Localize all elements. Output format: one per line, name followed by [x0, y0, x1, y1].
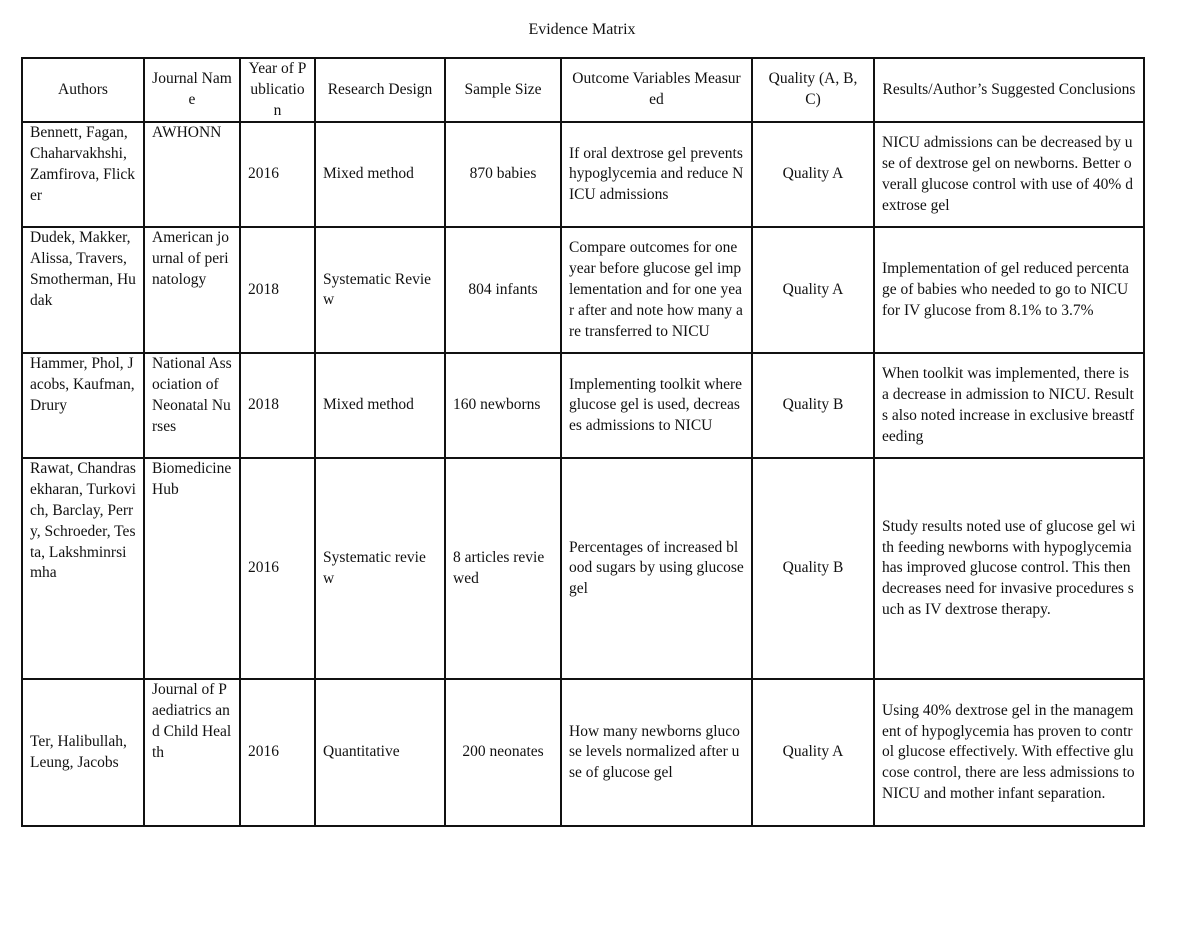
- cell-results: Study results noted use of glucose gel with feeding newborns with hypoglycemia has improved glucose control. This then decreases need for invasive procedures such as IV dextrose therapy.: [874, 458, 1144, 679]
- cell-sample-size: 870 babies: [445, 122, 561, 227]
- cell-results: NICU admissions can be decreased by use of dextrose gel on newborns. Better overall glucose control with use of 40% dextrose gel: [874, 122, 1144, 227]
- header-outcome-variables: Outcome Variables Measured: [561, 58, 752, 122]
- cell-year: 2018: [240, 353, 315, 458]
- cell-year: 2016: [240, 458, 315, 679]
- cell-year: 2016: [240, 122, 315, 227]
- table-row: [22, 679, 1144, 826]
- cell-design: Systematic Review: [315, 227, 445, 353]
- table-row: [22, 458, 1144, 679]
- cell-journal: National Association of Neonatal Nurses: [144, 353, 240, 458]
- cell-journal: American journal of perinatology: [144, 227, 240, 353]
- header-journal-name: Journal Name: [144, 58, 240, 122]
- cell-design: Mixed method: [315, 122, 445, 227]
- header-sample-size: Sample Size: [445, 58, 561, 122]
- header-row: [22, 58, 1144, 122]
- cell-year: 2016: [240, 679, 315, 826]
- cell-sample-size: 200 neonates: [445, 679, 561, 826]
- cell-outcome: How many newborns glucose levels normalized after use of glucose gel: [561, 679, 752, 826]
- cell-authors: Hammer, Phol, Jacobs, Kaufman, Drury: [22, 353, 144, 458]
- cell-design: Mixed method: [315, 353, 445, 458]
- evidence-matrix-table: [21, 57, 1145, 827]
- header-year-of-publication: Year of Publication: [240, 58, 315, 122]
- cell-quality: Quality A: [752, 679, 874, 826]
- cell-design: Quantitative: [315, 679, 445, 826]
- cell-results: Implementation of gel reduced percentage of babies who needed to go to NICU for IV glucose from 8.1% to 3.7%: [874, 227, 1144, 353]
- cell-outcome: Implementing toolkit where glucose gel is used, decreases admissions to NICU: [561, 353, 752, 458]
- table-row: [22, 122, 1144, 227]
- cell-quality: Quality B: [752, 353, 874, 458]
- cell-authors: Dudek, Makker, Alissa, Travers, Smotherman, Hudak: [22, 227, 144, 353]
- cell-authors: Rawat, Chandrasekharan, Turkovich, Barclay, Perry, Schroeder, Testa, Lakshminrsimha: [22, 458, 144, 679]
- header-research-design: Research Design: [315, 58, 445, 122]
- cell-journal: Biomedicine Hub: [144, 458, 240, 679]
- cell-journal: AWHONN: [144, 122, 240, 227]
- header-authors: Authors: [22, 58, 144, 122]
- cell-outcome: Compare outcomes for one year before glucose gel implementation and for one year after and note how many are transferred to NICU: [561, 227, 752, 353]
- cell-outcome: If oral dextrose gel prevents hypoglycemia and reduce NICU admissions: [561, 122, 752, 227]
- cell-journal: Journal of Paediatrics and Child Health: [144, 679, 240, 826]
- cell-authors: Bennett, Fagan, Chaharvakhshi, Zamfirova, Flicker: [22, 122, 144, 227]
- cell-results: Using 40% dextrose gel in the management of hypoglycemia has proven to control glucose effectively. With effective glucose control, there are less admissions to NICU and mother infant separation.: [874, 679, 1144, 826]
- header-quality: Quality (A, B, C): [752, 58, 874, 122]
- cell-sample-size: 160 newborns: [445, 353, 561, 458]
- header-results-conclusions: Results/Author’s Suggested Conclusions: [874, 58, 1144, 122]
- table-row: [22, 227, 1144, 353]
- cell-authors: Ter, Halibullah, Leung, Jacobs: [22, 679, 144, 826]
- cell-sample-size: 804 infants: [445, 227, 561, 353]
- cell-quality: Quality B: [752, 458, 874, 679]
- cell-year: 2018: [240, 227, 315, 353]
- cell-results: When toolkit was implemented, there is a decrease in admission to NICU. Results also noted increase in exclusive breastfeeding: [874, 353, 1144, 458]
- cell-quality: Quality A: [752, 227, 874, 353]
- cell-sample-size: 8 articles reviewed: [445, 458, 561, 679]
- cell-outcome: Percentages of increased blood sugars by using glucose gel: [561, 458, 752, 679]
- page-title: Evidence Matrix: [528, 21, 636, 38]
- cell-design: Systematic review: [315, 458, 445, 679]
- table-row: [22, 353, 1144, 458]
- cell-quality: Quality A: [752, 122, 874, 227]
